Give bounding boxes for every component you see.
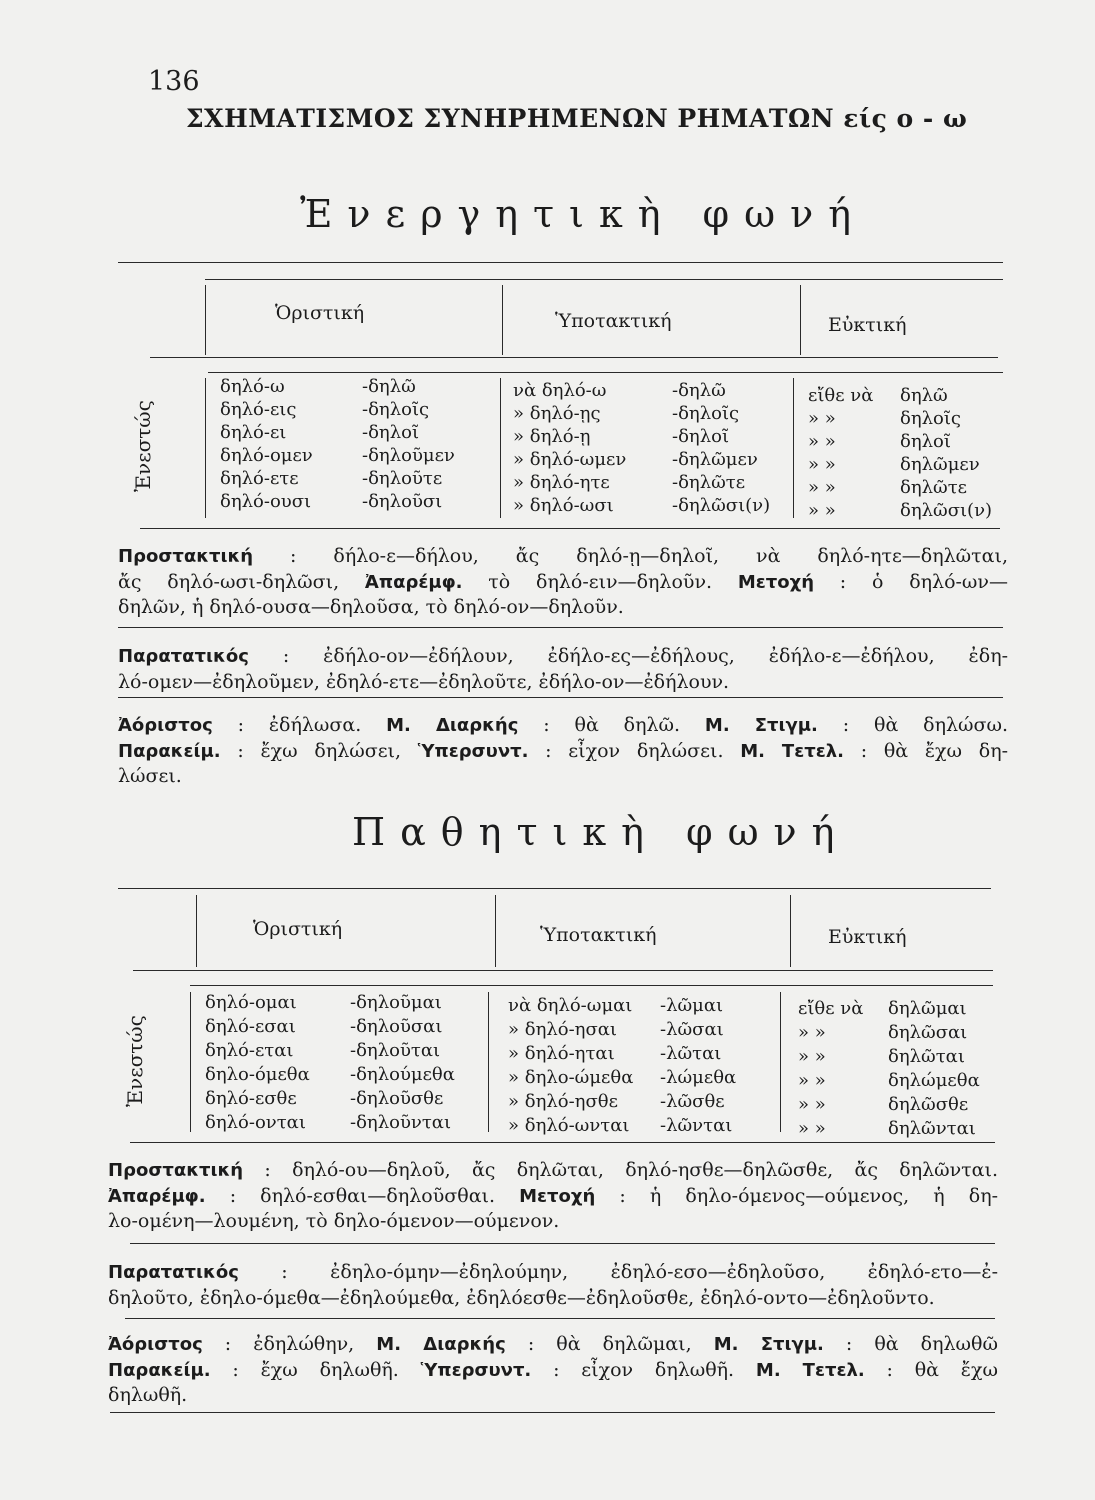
text-run: δηλωθῆ. bbox=[108, 1384, 188, 1406]
divider bbox=[130, 1243, 995, 1244]
column-header-optative: Εὐκτική bbox=[828, 314, 907, 336]
conjugation-form: » δηλό-ηται bbox=[508, 1043, 615, 1064]
text-run: : ἔχω δηλώσει, bbox=[220, 739, 418, 762]
conjugation-contracted: -δηλοῖς bbox=[362, 399, 430, 420]
active-imperfect bbox=[118, 644, 1008, 695]
active-aorist-future-perfect bbox=[118, 713, 1008, 790]
conjugation-form: δηλό-ονται bbox=[205, 1112, 306, 1133]
conjugation-form: δηλό-εται bbox=[205, 1040, 294, 1061]
conjugation-contracted: -λῶνται bbox=[660, 1115, 733, 1136]
text-line bbox=[118, 570, 1008, 596]
column-header-subjunctive: Ὑποτακτική bbox=[540, 924, 657, 946]
conjugation-contracted: δηλῶνται bbox=[888, 1118, 976, 1139]
conjugation-contracted: -δηλοῦται bbox=[350, 1040, 441, 1061]
text-line bbox=[108, 1158, 998, 1184]
term-label: Μ. Διαρκής bbox=[376, 1334, 506, 1355]
conjugation-contracted: -λῶσαι bbox=[660, 1019, 724, 1040]
conjugation-form: » » bbox=[798, 1022, 826, 1043]
conjugation-form: » δηλό-ητε bbox=[513, 472, 610, 493]
conjugation-form: δηλό-ει bbox=[220, 422, 287, 443]
text-run: : ἐδηλώθην, bbox=[202, 1333, 377, 1355]
conjugation-contracted: δηλοῖς bbox=[900, 408, 962, 429]
conjugation-contracted: -δηλῶ bbox=[672, 380, 726, 401]
divider bbox=[125, 1318, 995, 1319]
conjugation-form: » » bbox=[808, 477, 836, 498]
text-line bbox=[118, 644, 1008, 670]
divider bbox=[205, 279, 1003, 280]
passive-imperative-infinitive-participle bbox=[108, 1158, 998, 1235]
divider bbox=[205, 378, 206, 518]
term-label: Παρακείμ. bbox=[118, 740, 221, 762]
text-run: : ὁ δηλό-ων— bbox=[814, 570, 1008, 593]
conjugation-contracted: -λώμεθα bbox=[660, 1067, 737, 1088]
conjugation-form: » δηλό-ησαι bbox=[508, 1019, 617, 1040]
conjugation-form: » » bbox=[798, 1118, 826, 1139]
conjugation-form: δηλό-ω bbox=[220, 376, 285, 397]
conjugation-contracted: -δηλοῦσθε bbox=[350, 1088, 444, 1109]
divider bbox=[793, 378, 794, 518]
text-run: λό-ομεν—ἐδηλοῦμεν, ἐδηλό-ετε—ἐδηλοῦτε, ἐδήλο-ον—ἐδήλουν. bbox=[118, 670, 730, 693]
page-number: 136 bbox=[148, 66, 200, 97]
conjugation-contracted: -δηλοῖς bbox=[672, 403, 740, 424]
term-label: Παρατατικός bbox=[108, 1262, 239, 1283]
passive-imperfect bbox=[108, 1260, 998, 1311]
conjugation-form: δηλό-ετε bbox=[220, 468, 299, 489]
divider bbox=[118, 627, 1003, 628]
text-line bbox=[118, 739, 1008, 765]
text-run: : ἐδήλο-ον—ἐδήλουν, ἐδήλο-ες—ἐδήλους, ἐδήλο-ε—ἐδήλου, ἐδη- bbox=[248, 645, 1008, 667]
conjugation-form: » » bbox=[808, 454, 836, 475]
text-line bbox=[108, 1184, 998, 1210]
term-label: Μ. Τετελ. bbox=[740, 740, 844, 762]
divider bbox=[500, 378, 501, 518]
divider bbox=[205, 285, 206, 355]
conjugation-contracted: -δηλοῦσαι bbox=[350, 1016, 443, 1037]
text-line bbox=[118, 713, 1008, 739]
text-run: : ἐδήλωσα. bbox=[212, 714, 387, 736]
text-line bbox=[118, 670, 1008, 696]
divider bbox=[133, 970, 993, 971]
divider bbox=[110, 1412, 995, 1413]
term-label: Ἀπαρέμφ. bbox=[364, 571, 463, 593]
conjugation-form: » δηλό-ῃ bbox=[513, 426, 591, 447]
text-line bbox=[118, 764, 1008, 790]
divider bbox=[118, 262, 1003, 263]
text-line bbox=[118, 595, 1008, 621]
term-label: Προστακτική bbox=[108, 1160, 244, 1181]
conjugation-form: » » bbox=[798, 1070, 826, 1091]
text-line bbox=[108, 1358, 998, 1384]
active-imperative-infinitive-participle bbox=[118, 544, 1008, 621]
term-label: Ὑπερσυντ. bbox=[417, 740, 529, 762]
conjugation-form: δηλό-εις bbox=[220, 399, 297, 420]
text-line bbox=[108, 1260, 998, 1286]
text-run: : εἶχον δηλωθῆ. bbox=[531, 1358, 756, 1381]
column-header-subjunctive: Ὑποτακτική bbox=[555, 310, 672, 332]
term-label: Ἀόριστος bbox=[108, 1334, 203, 1355]
term-label: Ἀπαρέμφ. bbox=[108, 1185, 206, 1207]
text-run: δηλῶν, ἡ δηλό-ουσα—δηλοῦσα, τὸ δηλό-ον—δηλοῦν. bbox=[118, 596, 624, 618]
term-label: Μ. Τετελ. bbox=[755, 1359, 865, 1381]
term-label: Προστακτική bbox=[118, 546, 254, 567]
term-label: Μ. Στιγμ. bbox=[713, 1334, 824, 1355]
text-run: : θὰ δηλωθῶ bbox=[823, 1333, 998, 1355]
conjugation-form: δηλό-εσθε bbox=[205, 1088, 297, 1109]
conjugation-form: » δηλό-ῃς bbox=[513, 403, 601, 424]
tense-label-present: Ἐνεστώς bbox=[131, 400, 155, 492]
text-run: : εἶχον δηλώσει. bbox=[528, 739, 741, 762]
column-header-indicative: Ὁριστική bbox=[253, 918, 343, 940]
divider bbox=[118, 888, 991, 889]
conjugation-contracted: δηλῶ bbox=[900, 385, 948, 406]
conjugation-contracted: δηλῶμαι bbox=[888, 998, 967, 1019]
conjugation-form: » δηλό-ησθε bbox=[508, 1091, 618, 1112]
term-label: Ὑπερσυντ. bbox=[420, 1359, 532, 1381]
text-run: λο-ομένη—λουμένη, τὸ δηλο-όμενον—ούμενον. bbox=[108, 1210, 560, 1232]
conjugation-form: δηλο-όμεθα bbox=[205, 1064, 310, 1085]
column-header-indicative: Ὁριστική bbox=[275, 302, 365, 324]
text-run: : θὰ δηλῶμαι, bbox=[505, 1333, 714, 1355]
conjugation-form: δηλό-ομεν bbox=[220, 445, 313, 466]
conjugation-contracted: δηλῶτε bbox=[900, 477, 967, 498]
conjugation-contracted: δηλῶσαι bbox=[888, 1022, 968, 1043]
conjugation-form: » » bbox=[798, 1046, 826, 1067]
conjugation-form: νὰ δηλό-ωμαι bbox=[508, 995, 633, 1016]
divider bbox=[790, 895, 791, 967]
conjugation-contracted: -δηλῶτε bbox=[672, 472, 746, 493]
divider bbox=[190, 992, 191, 1132]
text-run: : ἡ δηλο-όμενος—ούμενος, ἡ δη- bbox=[595, 1184, 998, 1207]
text-run: : θὰ ἔχω δη- bbox=[843, 739, 1009, 762]
divider bbox=[495, 895, 496, 967]
divider bbox=[196, 895, 197, 967]
column-header-optative: Εὐκτική bbox=[828, 926, 907, 948]
conjugation-form: » » bbox=[808, 408, 836, 429]
passive-aorist-future-perfect bbox=[108, 1332, 998, 1409]
tense-label-present: Ἐνεστώς bbox=[123, 1015, 147, 1107]
conjugation-form: » δηλό-ωνται bbox=[508, 1115, 630, 1136]
conjugation-contracted: -δηλῶ bbox=[362, 376, 416, 397]
text-line bbox=[118, 544, 1008, 570]
divider bbox=[800, 285, 801, 355]
text-run: : ἐδηλο-όμην—ἐδηλούμην, ἐδηλό-εσο—ἐδηλοῦσο, ἐδηλό-ετο—ἐ- bbox=[238, 1261, 998, 1283]
conjugation-contracted: -δηλούμεθα bbox=[350, 1064, 455, 1085]
conjugation-contracted: δηλῶσθε bbox=[888, 1094, 969, 1115]
conjugation-contracted: δηλῶσι(ν) bbox=[900, 500, 993, 521]
divider bbox=[150, 357, 998, 358]
text-run: δηλοῦτο, ἐδηλο-όμεθα—ἐδηλούμεθα, ἐδηλόεσθε—ἐδηλοῦσθε, ἐδηλό-οντο—ἐδηλοῦντο. bbox=[108, 1286, 935, 1309]
conjugation-contracted: -δηλοῖ bbox=[672, 426, 730, 447]
text-run: : θὰ δηλῶ. bbox=[518, 714, 705, 736]
passive-voice-heading: Παθητικὴ φωνή bbox=[352, 810, 850, 854]
text-line bbox=[108, 1332, 998, 1358]
conjugation-form: » δηλό-ωμεν bbox=[513, 449, 627, 470]
conjugation-contracted: -δηλοῦτε bbox=[362, 468, 443, 489]
conjugation-contracted: -δηλοῦμαι bbox=[350, 992, 442, 1013]
conjugation-contracted: -λῶται bbox=[660, 1043, 722, 1064]
text-run: τὸ δηλό-ειν—δηλοῦν. bbox=[462, 570, 738, 593]
text-run: : ἔχω δηλωθῆ. bbox=[210, 1358, 421, 1381]
conjugation-form: » δηλό-ωσι bbox=[513, 495, 614, 516]
conjugation-form: » » bbox=[798, 1094, 826, 1115]
divider bbox=[488, 992, 489, 1132]
text-line bbox=[108, 1383, 998, 1409]
conjugation-form: » δηλο-ώμεθα bbox=[508, 1067, 634, 1088]
conjugation-form: δηλό-ουσι bbox=[220, 491, 312, 512]
conjugation-contracted: -δηλοῦσι bbox=[362, 491, 443, 512]
divider bbox=[140, 528, 1000, 529]
text-run: ἄς δηλό-ωσι-δηλῶσι, bbox=[118, 570, 365, 593]
text-run: λώσει. bbox=[118, 765, 182, 787]
conjugation-contracted: -δηλῶμεν bbox=[672, 449, 758, 470]
term-label: Ἀόριστος bbox=[118, 715, 213, 736]
term-label: Παρακείμ. bbox=[108, 1359, 211, 1381]
text-run: : δηλό-εσθαι—δηλοῦσθαι. bbox=[205, 1184, 520, 1207]
conjugation-contracted: -δηλοῖ bbox=[362, 422, 420, 443]
text-line bbox=[108, 1286, 998, 1312]
text-run: : δήλο-ε—δήλου, ἄς δηλό-ῃ—δηλοῖ, νὰ δηλό-ητε—δηλῶται, bbox=[253, 545, 1008, 567]
conjugation-contracted: δηλοῖ bbox=[900, 431, 951, 452]
divider bbox=[118, 697, 1003, 698]
conjugation-form: εἴθε νὰ bbox=[798, 998, 864, 1019]
page-title: ΣΧΗΜΑΤΙΣΜΟΣ ΣΥΝΗΡΗΜΕΝΩΝ ΡΗΜΑΤΩΝ είς ο - ω bbox=[186, 104, 968, 133]
conjugation-form: νὰ δηλό-ω bbox=[513, 380, 607, 401]
divider bbox=[130, 1142, 995, 1143]
conjugation-contracted: -δηλοῦνται bbox=[350, 1112, 452, 1133]
divider bbox=[208, 372, 1003, 373]
term-label: Παρατατικός bbox=[118, 646, 249, 667]
conjugation-form: » » bbox=[808, 500, 836, 521]
conjugation-contracted: δηλῶται bbox=[888, 1046, 965, 1067]
text-line bbox=[108, 1209, 998, 1235]
term-label: Μ. Στιγμ. bbox=[704, 715, 818, 736]
text-run: : δηλό-ου—δηλοῦ, ἄς δηλῶται, δηλό-ησθε—δηλῶσθε, ἄς δηλῶνται. bbox=[243, 1159, 998, 1181]
conjugation-contracted: -λῶσθε bbox=[660, 1091, 725, 1112]
divider bbox=[780, 992, 781, 1132]
conjugation-contracted: -δηλοῦμεν bbox=[362, 445, 455, 466]
divider bbox=[502, 285, 503, 355]
conjugation-form: δηλό-ομαι bbox=[205, 992, 297, 1013]
divider bbox=[190, 985, 993, 986]
active-voice-heading: Ἐνεργητικὴ φωνή bbox=[300, 192, 866, 236]
term-label: Μετοχή bbox=[737, 571, 815, 593]
conjugation-contracted: δηλῶμεν bbox=[900, 454, 980, 475]
conjugation-form: εἴθε νὰ bbox=[808, 385, 874, 406]
conjugation-form: » » bbox=[808, 431, 836, 452]
conjugation-form: δηλό-εσαι bbox=[205, 1016, 296, 1037]
term-label: Μετοχή bbox=[519, 1185, 596, 1207]
text-run: : θὰ δηλώσω. bbox=[817, 714, 1009, 736]
term-label: Μ. Διαρκής bbox=[386, 715, 519, 736]
conjugation-contracted: -δηλῶσι(ν) bbox=[672, 495, 771, 516]
conjugation-contracted: δηλώμεθα bbox=[888, 1070, 980, 1091]
text-run: : θὰ ἔχω bbox=[864, 1358, 998, 1381]
conjugation-contracted: -λῶμαι bbox=[660, 995, 724, 1016]
